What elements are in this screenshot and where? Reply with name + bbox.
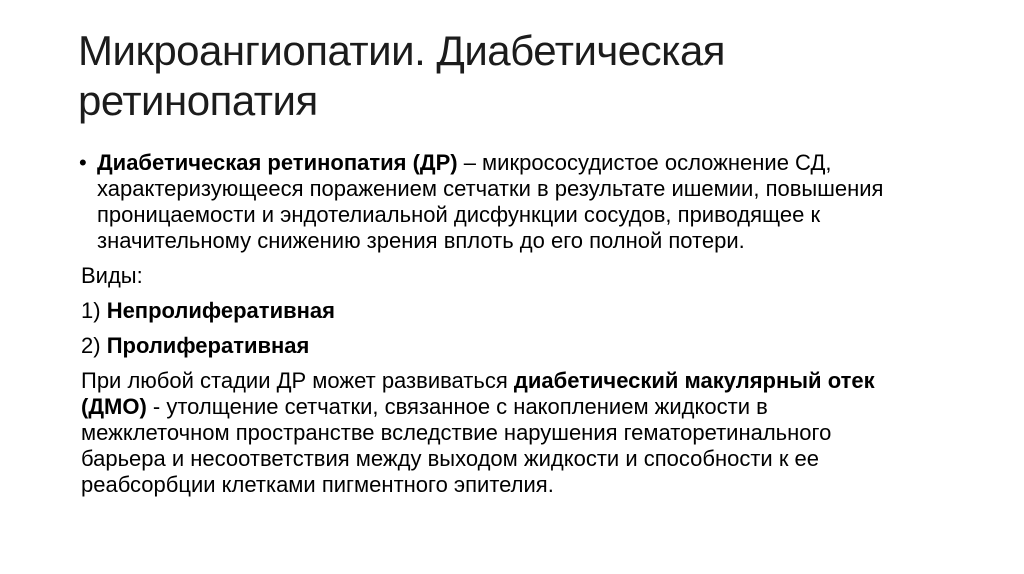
text-run-bold: Непролиферативная bbox=[106, 298, 335, 323]
text-line bbox=[97, 150, 998, 176]
text-run: - утолщение сетчатки, связанное с накоплением жидкости в bbox=[146, 394, 768, 419]
text-run: значительному снижению зрения вплоть до его полной потери. bbox=[97, 228, 745, 253]
text-run-bold: (ДМО) bbox=[81, 394, 147, 419]
text-run: проницаемости и эндотелиальной дисфункции сосудов, приводящее к bbox=[97, 202, 821, 227]
text-run: Виды: bbox=[81, 263, 143, 288]
slide-title: Микроангиопатии. Диабетическая ретинопатия bbox=[78, 27, 726, 124]
text-run: барьера и несоответствия между выходом жидкости и способности к ее bbox=[81, 446, 820, 471]
type-item-2 bbox=[78, 333, 998, 359]
text-run: реабсорбции клетками пигментного эпителия. bbox=[81, 472, 554, 497]
text-line bbox=[81, 298, 998, 324]
text-line bbox=[81, 333, 998, 359]
text-line bbox=[97, 228, 998, 254]
text-line bbox=[81, 263, 998, 289]
text-run-bold: Диабетическая ретинопатия (ДР) bbox=[97, 150, 458, 175]
text-line bbox=[81, 420, 998, 446]
text-run-bold: Пролиферативная bbox=[106, 333, 310, 358]
text-line bbox=[81, 446, 998, 472]
text-run: 1) bbox=[81, 298, 107, 323]
text-line bbox=[97, 202, 998, 228]
text-run: характеризующееся поражением сетчатки в результате ишемии, повышения bbox=[97, 176, 884, 201]
type-item-1 bbox=[78, 298, 998, 324]
dmo-paragraph bbox=[78, 368, 998, 498]
text-run-bold: диабетический макулярный отек bbox=[513, 368, 875, 393]
slide-body bbox=[78, 150, 998, 507]
text-line bbox=[97, 176, 998, 202]
definition-paragraph bbox=[78, 150, 998, 254]
text-run: межклеточном пространстве вследствие нарушения гематоретинального bbox=[81, 420, 832, 445]
types-label bbox=[78, 263, 998, 289]
text-line bbox=[81, 368, 998, 394]
text-run: При любой стадии ДР может развиваться bbox=[81, 368, 514, 393]
text-run: – микрососудистое осложнение СД, bbox=[457, 150, 832, 175]
text-line bbox=[81, 394, 998, 420]
bullet-icon: • bbox=[79, 150, 87, 175]
text-run: 2) bbox=[81, 333, 107, 358]
text-line bbox=[81, 472, 998, 498]
